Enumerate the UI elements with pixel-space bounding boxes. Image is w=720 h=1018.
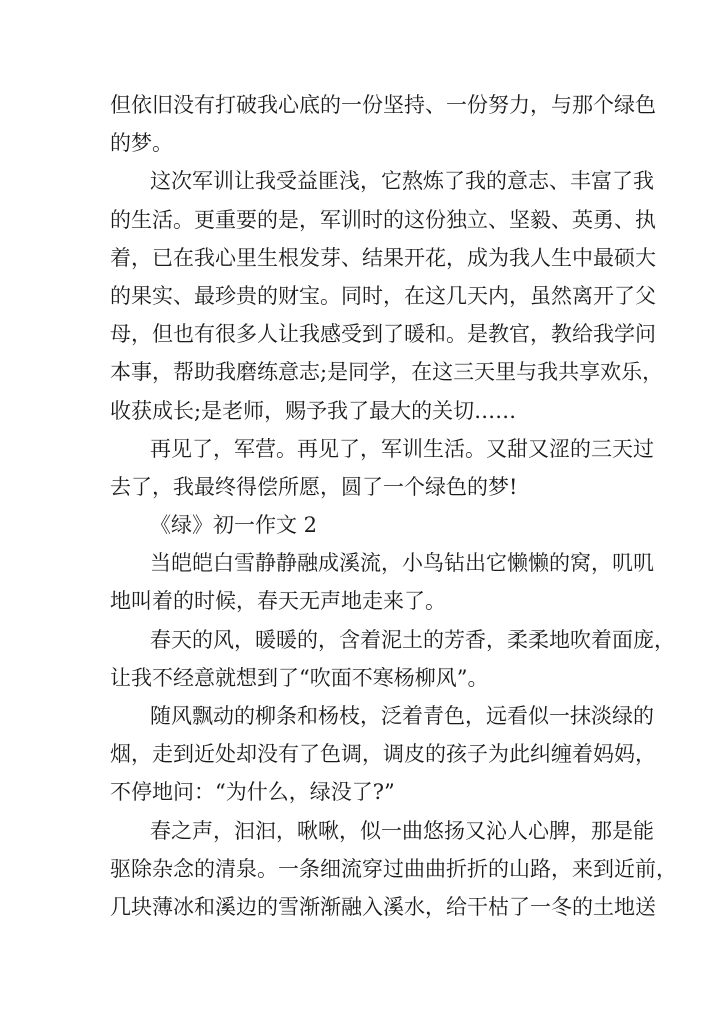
text-line: 春天的风，暖暖的，含着泥土的芳香，柔柔地吹着面庞， [150, 627, 675, 652]
text-line: 几块薄冰和溪边的雪渐渐融入溪水，给干枯了一冬的土地送 [110, 894, 656, 919]
text-line: 本事，帮助我磨练意志;是同学，在这三天里与我共享欢乐， [110, 360, 664, 385]
text-line: 的生活。更重要的是，军训时的这份独立、坚毅、英勇、执 [110, 207, 656, 232]
section-heading: 《绿》初一作文 2 [150, 513, 318, 538]
text-line: 这次军训让我受益匪浅，它熬炼了我的意志、丰富了我 [150, 169, 654, 194]
text-line: 再见了，军营。再见了，军训生活。又甜又涩的三天过 [150, 436, 654, 461]
text-line: 的梦。 [110, 131, 173, 156]
text-line: 当皑皑白雪静静融成溪流，小鸟钻出它懒懒的窝，叽叽 [150, 551, 654, 576]
essay-text [110, 86, 677, 926]
text-line: 母，但也有很多人让我感受到了暖和。是教官，教给我学问 [110, 322, 656, 347]
text-line: 但依旧没有打破我心底的一份坚持、一份努力，与那个绿色 [110, 93, 656, 117]
text-line: 去了，我最终得偿所愿，圆了一个绿色的梦! [110, 474, 518, 499]
text-line: 着，已在我心里生根发芽、结果开花，成为我人生中最硕大 [110, 245, 656, 270]
text-line: 随风飘动的柳条和杨枝，泛着青色，远看似一抹淡绿的 [150, 704, 654, 728]
text-line: 驱除杂念的清泉。一条细流穿过曲曲折折的山路，来到近前， [110, 856, 677, 881]
text-line: 的果实、最珍贵的财宝。同时，在这几天内，虽然离开了父 [110, 283, 656, 308]
text-line: 地叫着的时候，春天无声地走来了。 [110, 589, 446, 614]
text-line: 不停地问：“为什么，绿没了?” [110, 780, 395, 805]
text-line: 春之声，汩汩，啾啾，似一曲悠扬又沁人心脾，那是能 [150, 818, 654, 843]
text-line: 收获成长;是老师，赐予我了最大的关切…… [110, 398, 517, 423]
text-line: 让我不经意就想到了“吹面不寒杨柳风”。 [110, 665, 489, 690]
text-line: 烟，走到近处却没有了色调，调皮的孩子为此纠缠着妈妈， [110, 742, 656, 767]
